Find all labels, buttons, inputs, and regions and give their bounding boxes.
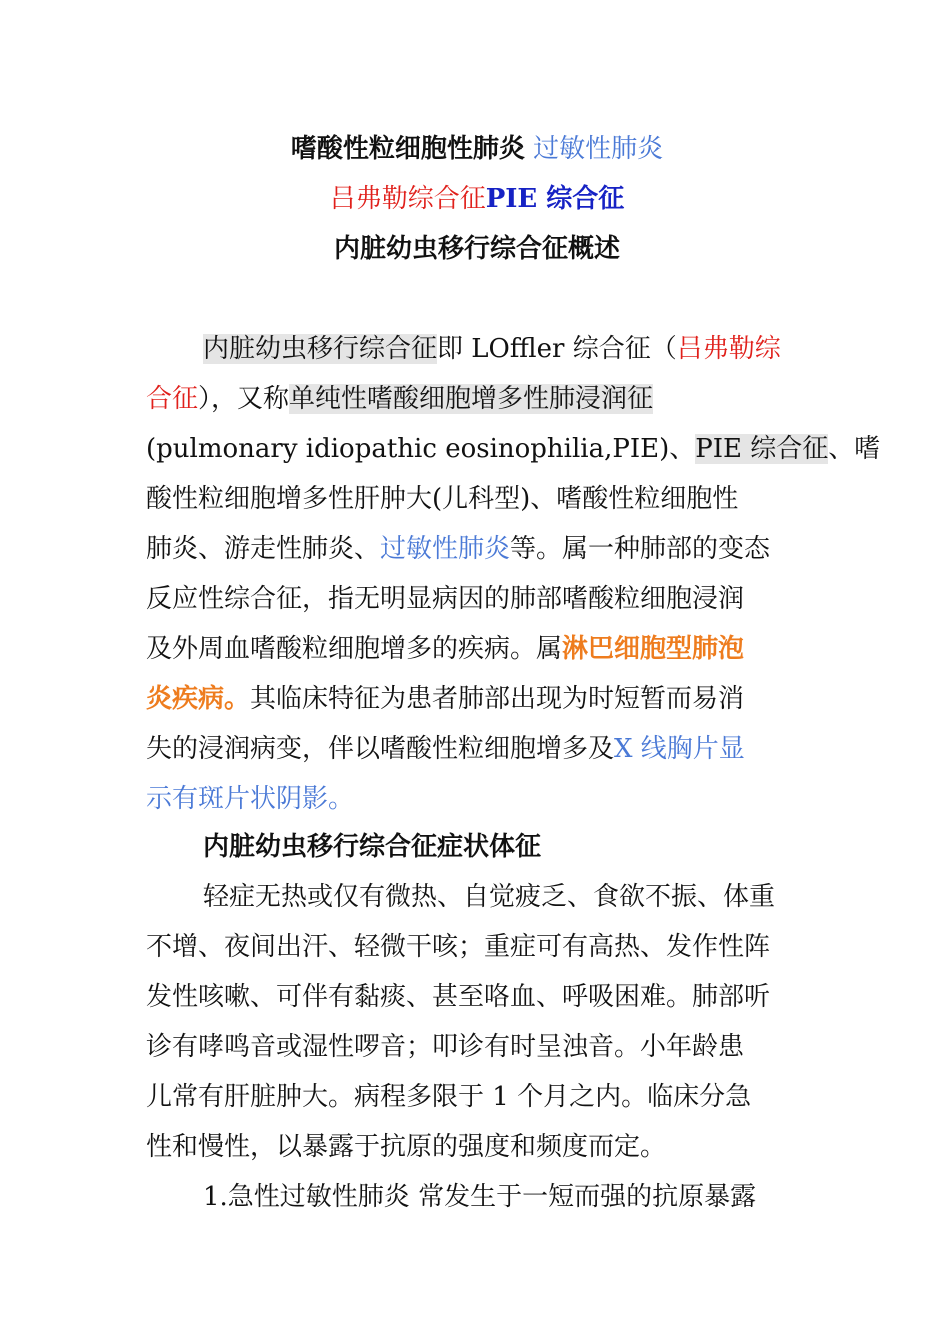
term-simple-pulmonary-eosinophilia: 单纯性嗜酸细胞增多性肺浸润征 — [289, 384, 654, 414]
text-segment: ），又称 — [198, 384, 290, 414]
link-loffler-2[interactable]: 合征 — [146, 384, 199, 414]
text-segment: (pulmonary idiopathic eosinophilia,PIE)、 — [146, 434, 696, 464]
symptoms-line-2: 不增、夜间出汗、轻微干咳；重症可有高热、发作性阵 — [146, 932, 771, 962]
title-loffler-syndrome: 吕弗勒综合征 — [329, 184, 486, 214]
term-lymphocytic-alveolitis-end: 炎疾病。 — [146, 684, 251, 714]
document-page — [146, 0, 881, 1344]
text-segment: 其临床特征为患者肺部出现为时短暂而易消 — [250, 684, 745, 714]
symptoms-line-4: 诊有哮鸣音或湿性啰音；叩诊有时呈浊音。小年龄患 — [146, 1032, 745, 1062]
symptoms-line-7: 1.急性过敏性肺炎 常发生于一短而强的抗原暴露 — [203, 1182, 757, 1212]
overview-line-1 — [203, 324, 808, 374]
overview-line-7 — [146, 624, 808, 674]
link-allergic-pneumonia[interactable]: 过敏性肺炎 — [380, 534, 511, 564]
title-line-1 — [146, 124, 808, 174]
symptoms-line-1: 轻症无热或仅有微热、自觉疲乏、食欲不振、体重 — [203, 882, 776, 912]
section-heading-symptoms: 内脏幼虫移行综合征症状体征 — [203, 832, 542, 862]
title-pie-syndrome: PIE 综合征 — [485, 184, 625, 214]
title-eosinophilic-pneumonia: 嗜酸性粒细胞性肺炎 — [290, 134, 525, 164]
overview-line-4: 酸性粒细胞增多性肝肿大(儿科型)、嗜酸性粒细胞性 — [146, 484, 739, 514]
overview-line-6: 反应性综合征，指无明显病因的肺部嗜酸粒细胞浸润 — [146, 584, 745, 614]
symptoms-line-5: 儿常有肝脏肿大。病程多限于 1 个月之内。临床分急 — [146, 1082, 752, 1112]
text-segment: 即 LOffler 综合征（ — [437, 334, 677, 364]
term-pie-syndrome: PIE 综合征 — [695, 434, 829, 464]
section-heading-overview: 内脏幼虫移行综合征概述 — [333, 234, 620, 264]
text-segment: 及外周血嗜酸粒细胞增多的疾病。属 — [146, 634, 563, 664]
text-segment: 等。属一种肺部的变态 — [510, 534, 771, 564]
overview-line-2 — [146, 374, 808, 424]
link-chest-xray-2[interactable]: 示有斑片状阴影。 — [146, 784, 355, 814]
title-link-allergic-pneumonia[interactable]: 过敏性肺炎 — [533, 134, 664, 164]
link-chest-xray-1[interactable]: X 线胸片显 — [614, 734, 745, 764]
term-vlm-syndrome: 内脏幼虫移行综合征 — [203, 334, 438, 364]
text-segment: 失的浸润病变，伴以嗜酸性粒细胞增多及 — [146, 734, 615, 764]
overview-line-3 — [146, 424, 881, 474]
symptoms-line-3: 发性咳嗽、可伴有黏痰、甚至咯血、呼吸困难。肺部听 — [146, 982, 771, 1012]
symptoms-line-6: 性和慢性，以暴露于抗原的强度和频度而定。 — [146, 1132, 667, 1162]
title-line-2 — [146, 174, 808, 224]
text-segment: 肺炎、游走性肺炎、 — [146, 534, 381, 564]
overview-line-9 — [146, 724, 808, 774]
overview-line-8 — [146, 674, 808, 724]
overview-line-5 — [146, 524, 808, 574]
term-lymphocytic-alveolitis: 淋巴细胞型肺泡 — [562, 634, 745, 664]
link-loffler-1[interactable]: 吕弗勒综 — [676, 334, 781, 364]
text-segment: 、嗜 — [828, 434, 881, 464]
